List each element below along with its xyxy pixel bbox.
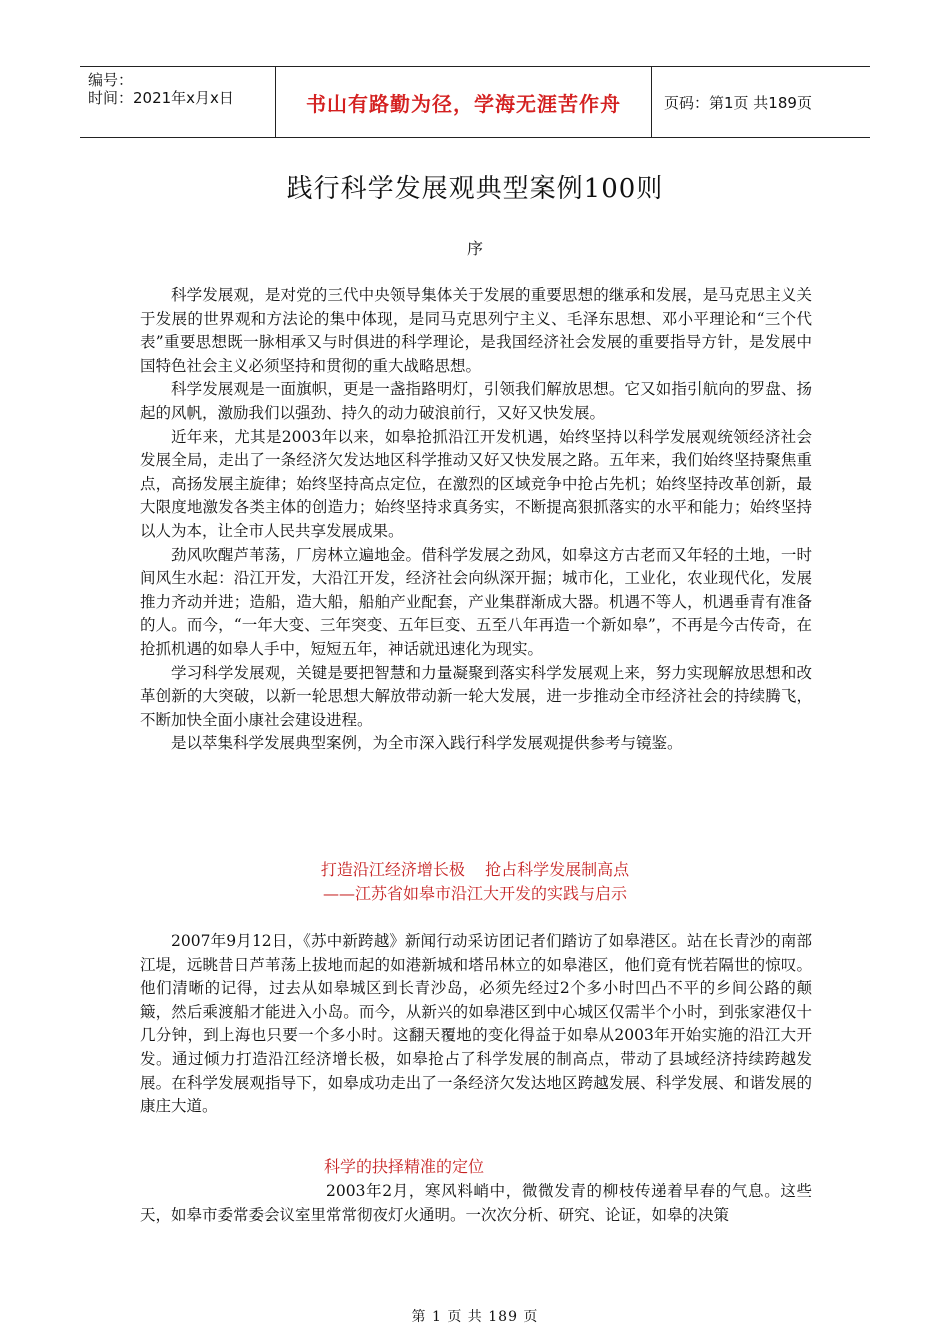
preface-paragraph: 是以萃集科学发展典型案例，为全市深入践行科学发展观提供参考与镜鉴。 xyxy=(171,734,683,753)
subsection-paragraph: 2003年2月，寒风料峭中，微微发青的柳枝传递着早春的气息。这些天，如皋市委常委会议室里常常彻夜灯火通明。一次次分析、研究、论证，如皋的决策 xyxy=(140,1182,812,1224)
motto-text: 书山有路勤为径，学海无涯苦作舟 xyxy=(306,91,621,116)
document-title: 践行科学发展观典型案例100则 xyxy=(286,174,664,204)
motto-cell xyxy=(276,67,652,137)
preface-paragraph: 近年来，尤其是2003年以来，如皋抢抓沿江开发机遇，始终坚持以科学发展观统领经济社会发展全局，走出了一条经济欠发达地区科学推动又好又快发展之路。五年来，我们始终坚持聚焦重点，高扬发展主旋律；始终坚持高点定位，在激烈的区域竞争中抢占先机；始终坚持改革创新，最大限度地激发各类主体的创造力；始终坚持求真务实，不断提高狠抓落实的水平和能力；始终坚持以人为本，让全市人民共享发展成果。 xyxy=(140,427,812,540)
case-title-main: 打造沿江经济增长极 抢占科学发展制高点 xyxy=(320,860,630,879)
header-meta-cell xyxy=(80,67,276,137)
page-footer: 第 1 页 共 189 页 xyxy=(411,1309,539,1325)
section-subtitle: 科学的抉择精准的定位 xyxy=(324,1157,485,1176)
number-label: 编号： xyxy=(88,71,134,89)
preface-section xyxy=(140,284,812,756)
page-info-cell xyxy=(652,67,870,137)
preface-paragraph: 学习科学发展观，关键是要把智慧和力量凝聚到落实科学发展观上来，努力实现解放思想和改革创新的大突破，以新一轮思想大解放带动新一轮大发展，进一步推动全市经济社会的持续腾飞，不断加快全面小康社会建设进程。 xyxy=(140,663,812,729)
preface-heading: 序 xyxy=(466,239,483,258)
page-info-text: 页码：第1页 共189页 xyxy=(664,93,812,112)
preface-paragraph: 科学发展观是一面旗帜，更是一盏指路明灯，引领我们解放思想。它又如指引航向的罗盘、扬起的风帆，激励我们以强劲、持久的动力破浪前行，又好又快发展。 xyxy=(140,380,812,422)
preface-paragraph: 科学发展观，是对党的三代中央领导集体关于发展的重要思想的继承和发展，是马克思主义关于发展的世界观和方法论的集中体现，是同马克思列宁主义、毛泽东思想、邓小平理论和“三个代表”重要思想既一脉相承又与时俱进的科学理论，是我国经济社会发展的重要指导方针，是发展中国特色社会主义必须坚持和贯彻的重大战略思想。 xyxy=(140,286,812,375)
subsection xyxy=(140,1180,812,1227)
document-header xyxy=(80,66,870,138)
case-title-subtitle: ——江苏省如皋市沿江大开发的实践与启示 xyxy=(322,884,627,903)
case-section xyxy=(140,930,812,1119)
preface-paragraph: 劲风吹醒芦苇荡，厂房林立遍地金。借科学发展之劲风，如皋这方古老而又年轻的土地，一时间风生水起：沿江开发，大沿江开发，经济社会向纵深开掘；城市化，工业化，农业现代化，发展推力齐动并进；造船，造大船，船舶产业配套，产业集群渐成大器。机遇不等人，机遇垂青有准备的人。而今，“一年大变、三年突变、五年巨变、五至八年再造一个新如皋”，不再是今古传奇，在抢抓机遇的如皋人手中，短短五年，神话就迅速化为现实。 xyxy=(140,545,812,658)
case-paragraph: 2007年9月12日，《苏中新跨越》新闻行动采访团记者们踏访了如皋港区。站在长青沙的南部江堤，远眺昔日芦苇荡上拔地而起的如港新城和塔吊林立的如皋港区，他们竟有恍若隔世的惊叹。他们清晰的记得，过去从如皋城区到长青沙岛，必须先经过2个多小时凹凸不平的乡间公路的颠簸，然后乘渡船才能进入小岛。而今，从新兴的如皋港区到中心城区仅需半个小时，到张家港仅十几分钟，到上海也只要一个多小时。这翻天覆地的变化得益于如皋从2003年开始实施的沿江大开发。通过倾力打造沿江经济增长极，如皋抢占了科学发展的制高点，带动了县域经济持续跨越发展。在科学发展观指导下，如皋成功走出了一条经济欠发达地区跨越发展、科学发展、和谐发展的康庄大道。 xyxy=(140,932,812,1116)
date-text: 时间：2021年x月x日 xyxy=(88,89,234,107)
